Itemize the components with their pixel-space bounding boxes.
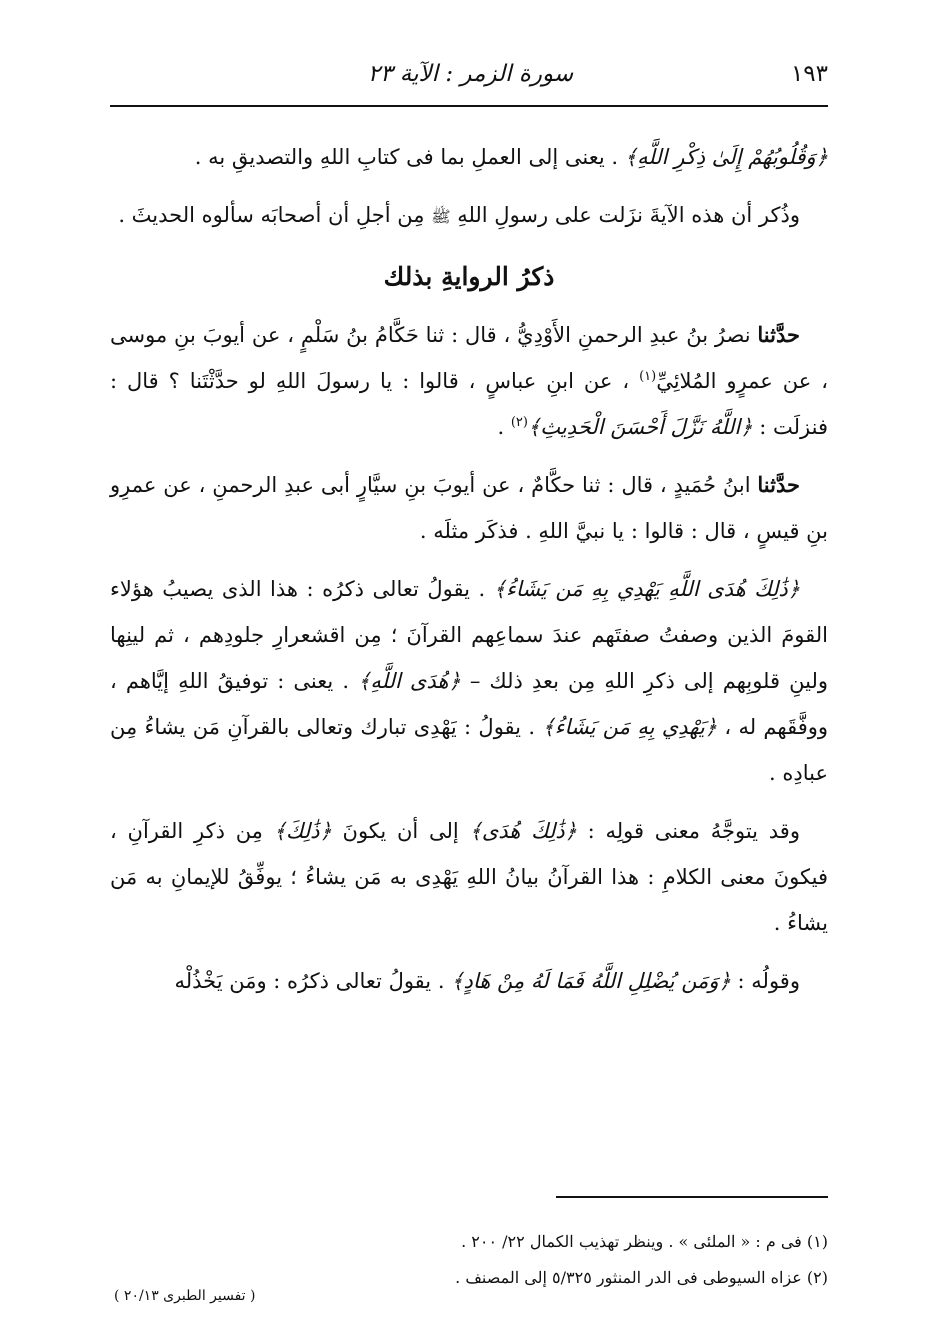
header-rule [110, 105, 828, 107]
quran-quote: ﴿ذَٰلِكَ﴾ [273, 819, 332, 843]
paragraph-text: . يقولُ : يَهْدِى تبارك وتعالى بالقرآنِ مَن يشاءُ مِن عبادِه . [110, 715, 828, 785]
quran-quote: ﴿ذَٰلِكَ هُدَى اللَّهِ يَهْدِي بِهِ مَن يَشَاءُ﴾ [493, 577, 800, 601]
quran-quote: ﴿وَقُلُوبُهُمْ إِلَىٰ ذِكْرِ اللَّهِ﴾ [624, 145, 828, 169]
paragraph-text: إلى أن يكونَ [331, 819, 470, 843]
paragraph-6 [110, 808, 828, 946]
paragraph-text: مِن ذكرِ القرآنِ ، فيكونَ معنى الكلامِ : هذا القرآنُ بيانُ اللهِ يَهْدِى به مَن يشاءُ ؛ يوفِّقُ للإيمانِ به مَن يشاءُ . [110, 819, 828, 935]
paragraph-text: . يعنى : توفيقُ اللهِ إيَّاهم ، ووفَّقَهم له ، [110, 669, 829, 739]
hadith-lead: حدَّثنا [757, 472, 800, 497]
paragraph-5 [110, 566, 828, 796]
paragraph-3 [110, 312, 828, 450]
paragraph-text: . يقولُ تعالى ذكرُه : هذا الذى يصيبُ هؤلاء القومَ الذين وصفتُ صفتَهم عندَ سماعِهم القرآنَ ؛ مِن اقشعرارِ جلودِهم ، ثم لينِها ولينِ قلوبِهم إلى ذكرِ اللهِ مِن بعدِ ذلك – [110, 577, 828, 693]
footnote-1: (١) فى م : « الملئى » . وينظر تهذيب الكمال ٢٢/ ٢٠٠ . [461, 1232, 828, 1251]
quran-quote: ﴿اللَّهُ نَزَّلَ أَحْسَنَ الْحَدِيثِ﴾ [527, 415, 753, 439]
page-number: ١٩٣ [790, 61, 828, 87]
footnote-2: (٢) عزاه السيوطى فى الدر المنثور ٥/٣٢٥ إلى المصنف . [455, 1268, 828, 1287]
footnote-rule [556, 1196, 828, 1198]
hadith-lead: حدَّثنا [757, 322, 800, 347]
paragraph-text: ابنُ حُمَيدٍ ، قال : ثنا حكَّامٌ ، عن أيوبَ بنِ سيَّارٍ أبى عبدِ الرحمنِ ، عن عمرِو بنِ قيسٍ ، قال : قالوا : يا نبيَّ اللهِ . فذكَر مثلَه . [110, 473, 828, 543]
paragraph-1 [110, 134, 828, 180]
running-title: سورة الزمر : الآية ٢٣ [367, 61, 574, 87]
paragraph-text: وقد يتوجَّهُ معنى قولِه : [576, 819, 800, 843]
paragraph-2 [110, 192, 828, 240]
section-heading: ذكرُ الروايةِ بذلك [383, 262, 555, 291]
quran-quote: ﴿وَمَن يُضْلِلِ اللَّهُ فَمَا لَهُ مِنْ هَادٍ﴾ [451, 969, 731, 993]
paragraph-text: . [497, 415, 511, 439]
honorific-symbol: ﷺ [431, 207, 451, 226]
quran-quote: ﴿ذَٰلِكَ هُدَى﴾ [469, 819, 577, 843]
quran-quote: ﴿يَهْدِي بِهِ مَن يَشَاءُ﴾ [542, 715, 718, 739]
volume-label: ( تفسير الطبرى ٢٠/١٣ ) [114, 1288, 256, 1304]
paragraph-7 [110, 958, 828, 1004]
paragraph-text: وقولُه : [730, 969, 800, 993]
paragraph-text: نصرُ بنُ عبدِ الرحمنِ الأَوْدِيُّ ، قال : ثنا حَكَّامُ بنُ سَلْمٍ ، عن أيوبَ بنِ موسى ، عن عمرٍو المُلائِيِّ [110, 323, 828, 393]
paragraph-text: وذُكر أن هذه الآيةَ نزَلت على رسولِ اللهِ [450, 203, 800, 227]
running-header [110, 52, 828, 96]
quran-quote: ﴿هُدَى اللَّهِ﴾ [358, 669, 461, 693]
main-text [110, 134, 828, 1016]
paragraph-4 [110, 462, 828, 554]
paragraph-text: مِن أجلِ أن أصحابَه سألوه الحديثَ . [118, 203, 432, 227]
paragraph-text: ، عن ابنِ عباسٍ ، قالوا : يا رسولَ اللهِ لو حدَّثْتَنا ؟ قال : فنزلَت : [110, 369, 828, 439]
footnote-ref-2[interactable]: (٢) [510, 415, 528, 430]
paragraph-text: . يقولُ تعالى ذكرُه : ومَن يَخْذُلْه [174, 969, 452, 993]
paragraph-text: . يعنى إلى العملِ بما فى كتابِ اللهِ والتصديقِ به . [194, 145, 625, 169]
footnote-ref-1[interactable]: (١) [639, 369, 657, 384]
